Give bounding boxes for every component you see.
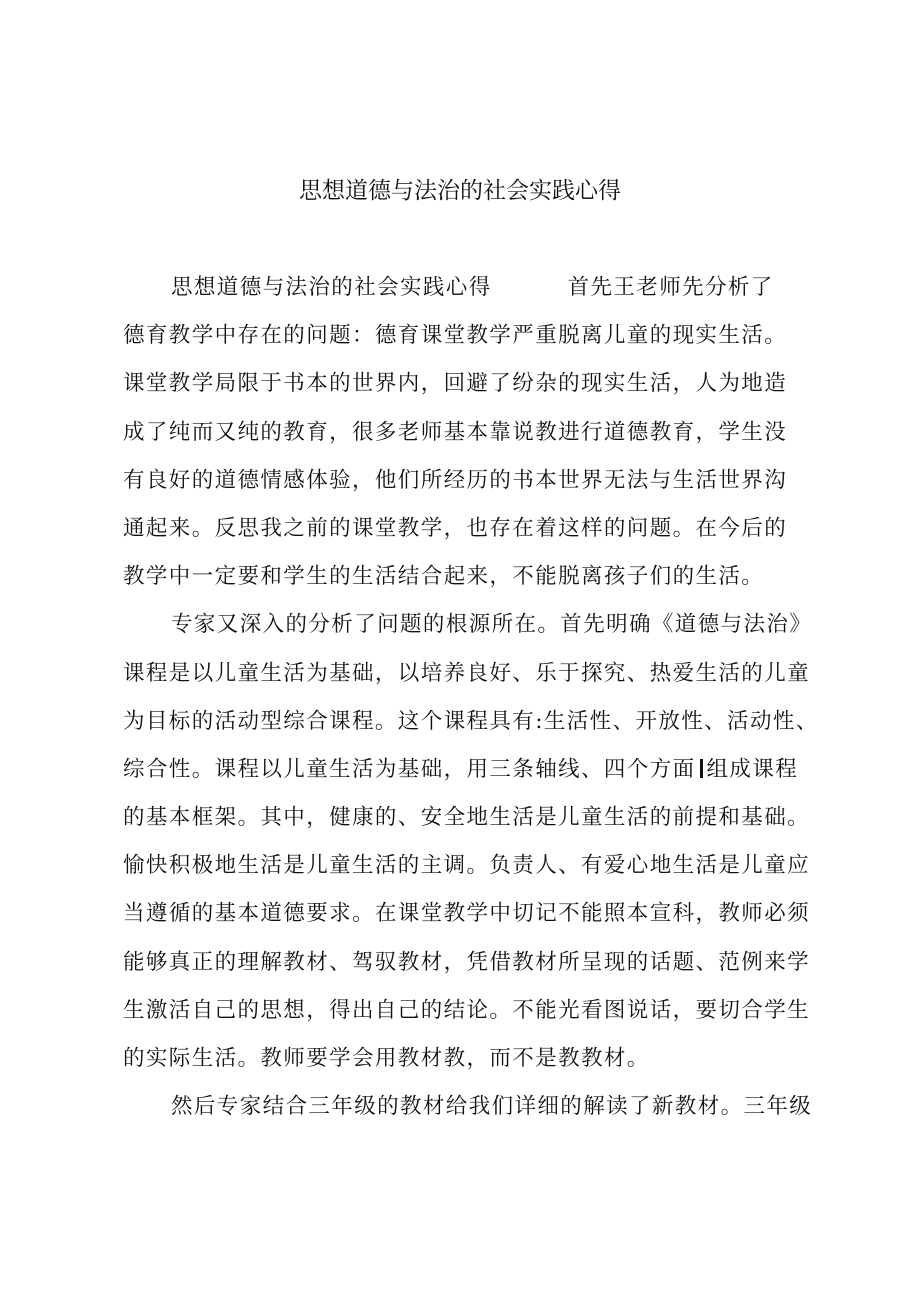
paragraph-line: 有良好的道德情感体验，他们所经历的书本世界无法与生活世界沟 [123, 467, 788, 493]
paragraph-line: 专家又深入的分析了问题的根源所在。首先明确《道德与法治》 [171, 612, 813, 638]
paragraph-line: 德育教学中存在的问题：德育课堂教学严重脱离儿童的现实生活。 [123, 323, 788, 349]
vertical-bar-mark [700, 759, 703, 778]
paragraph-line [123, 264, 843, 312]
paragraph-line: 当遵循的基本道德要求。在课堂教学中切记不能照本宣科，教师必须 [123, 901, 811, 927]
paragraph-text: 首先王老师先分析了 [567, 275, 774, 300]
paragraph-line: 生激活自己的思想，得出自己的结论。不能光看图说话，要切合学生 [123, 997, 811, 1023]
paragraph-line: 然后专家结合三年级的教材给我们详细的解读了新教材。三年级 [171, 1094, 813, 1120]
paragraph-line: 能够真正的理解教材、驾驭教材，凭借教材所呈现的话题、范例来学 [123, 949, 811, 975]
document-body [123, 264, 843, 1131]
paragraph-line: 课程是以儿童生活为基础，以培养良好、乐于探究、热爱生活的儿童 [123, 660, 811, 686]
document-title: 思想道德与法治的社会实践心得 [299, 178, 621, 204]
paragraph-line: 教学中一定要和学生的生活结合起来，不能脱离孩子们的生活。 [123, 564, 765, 590]
paragraph-text: 思想道德与法治的社会实践心得 [171, 275, 492, 300]
paragraph-line: 成了纯而又纯的教育，很多老师基本靠说教进行道德教育，学生没 [123, 419, 788, 445]
paragraph-line: 为目标的活动型综合课程。这个课程具有:生活性、开放性、活动性、 [123, 708, 819, 734]
paragraph-line: 的基本框架。其中，健康的、安全地生活是儿童生活的前提和基础。 [123, 805, 811, 831]
paragraph-line: 愉快积极地生活是儿童生活的主调。负责人、有爱心地生活是儿童应 [123, 853, 811, 879]
paragraph-text: 组成课程 [706, 756, 799, 782]
paragraph-line [123, 746, 843, 794]
paragraph-line: 通起来。反思我之前的课堂教学，也存在着这样的问题。在今后的 [123, 515, 788, 541]
paragraph-line: 的实际生活。教师要学会用教材教，而不是教教材。 [123, 1046, 650, 1071]
paragraph-text: 综合性。课程以儿童生活为基础，用三条轴线、四个方面 [123, 756, 696, 782]
paragraph-line: 课堂教学局限于书本的世界内，回避了纷杂的现实生活，人为地造 [123, 371, 788, 397]
